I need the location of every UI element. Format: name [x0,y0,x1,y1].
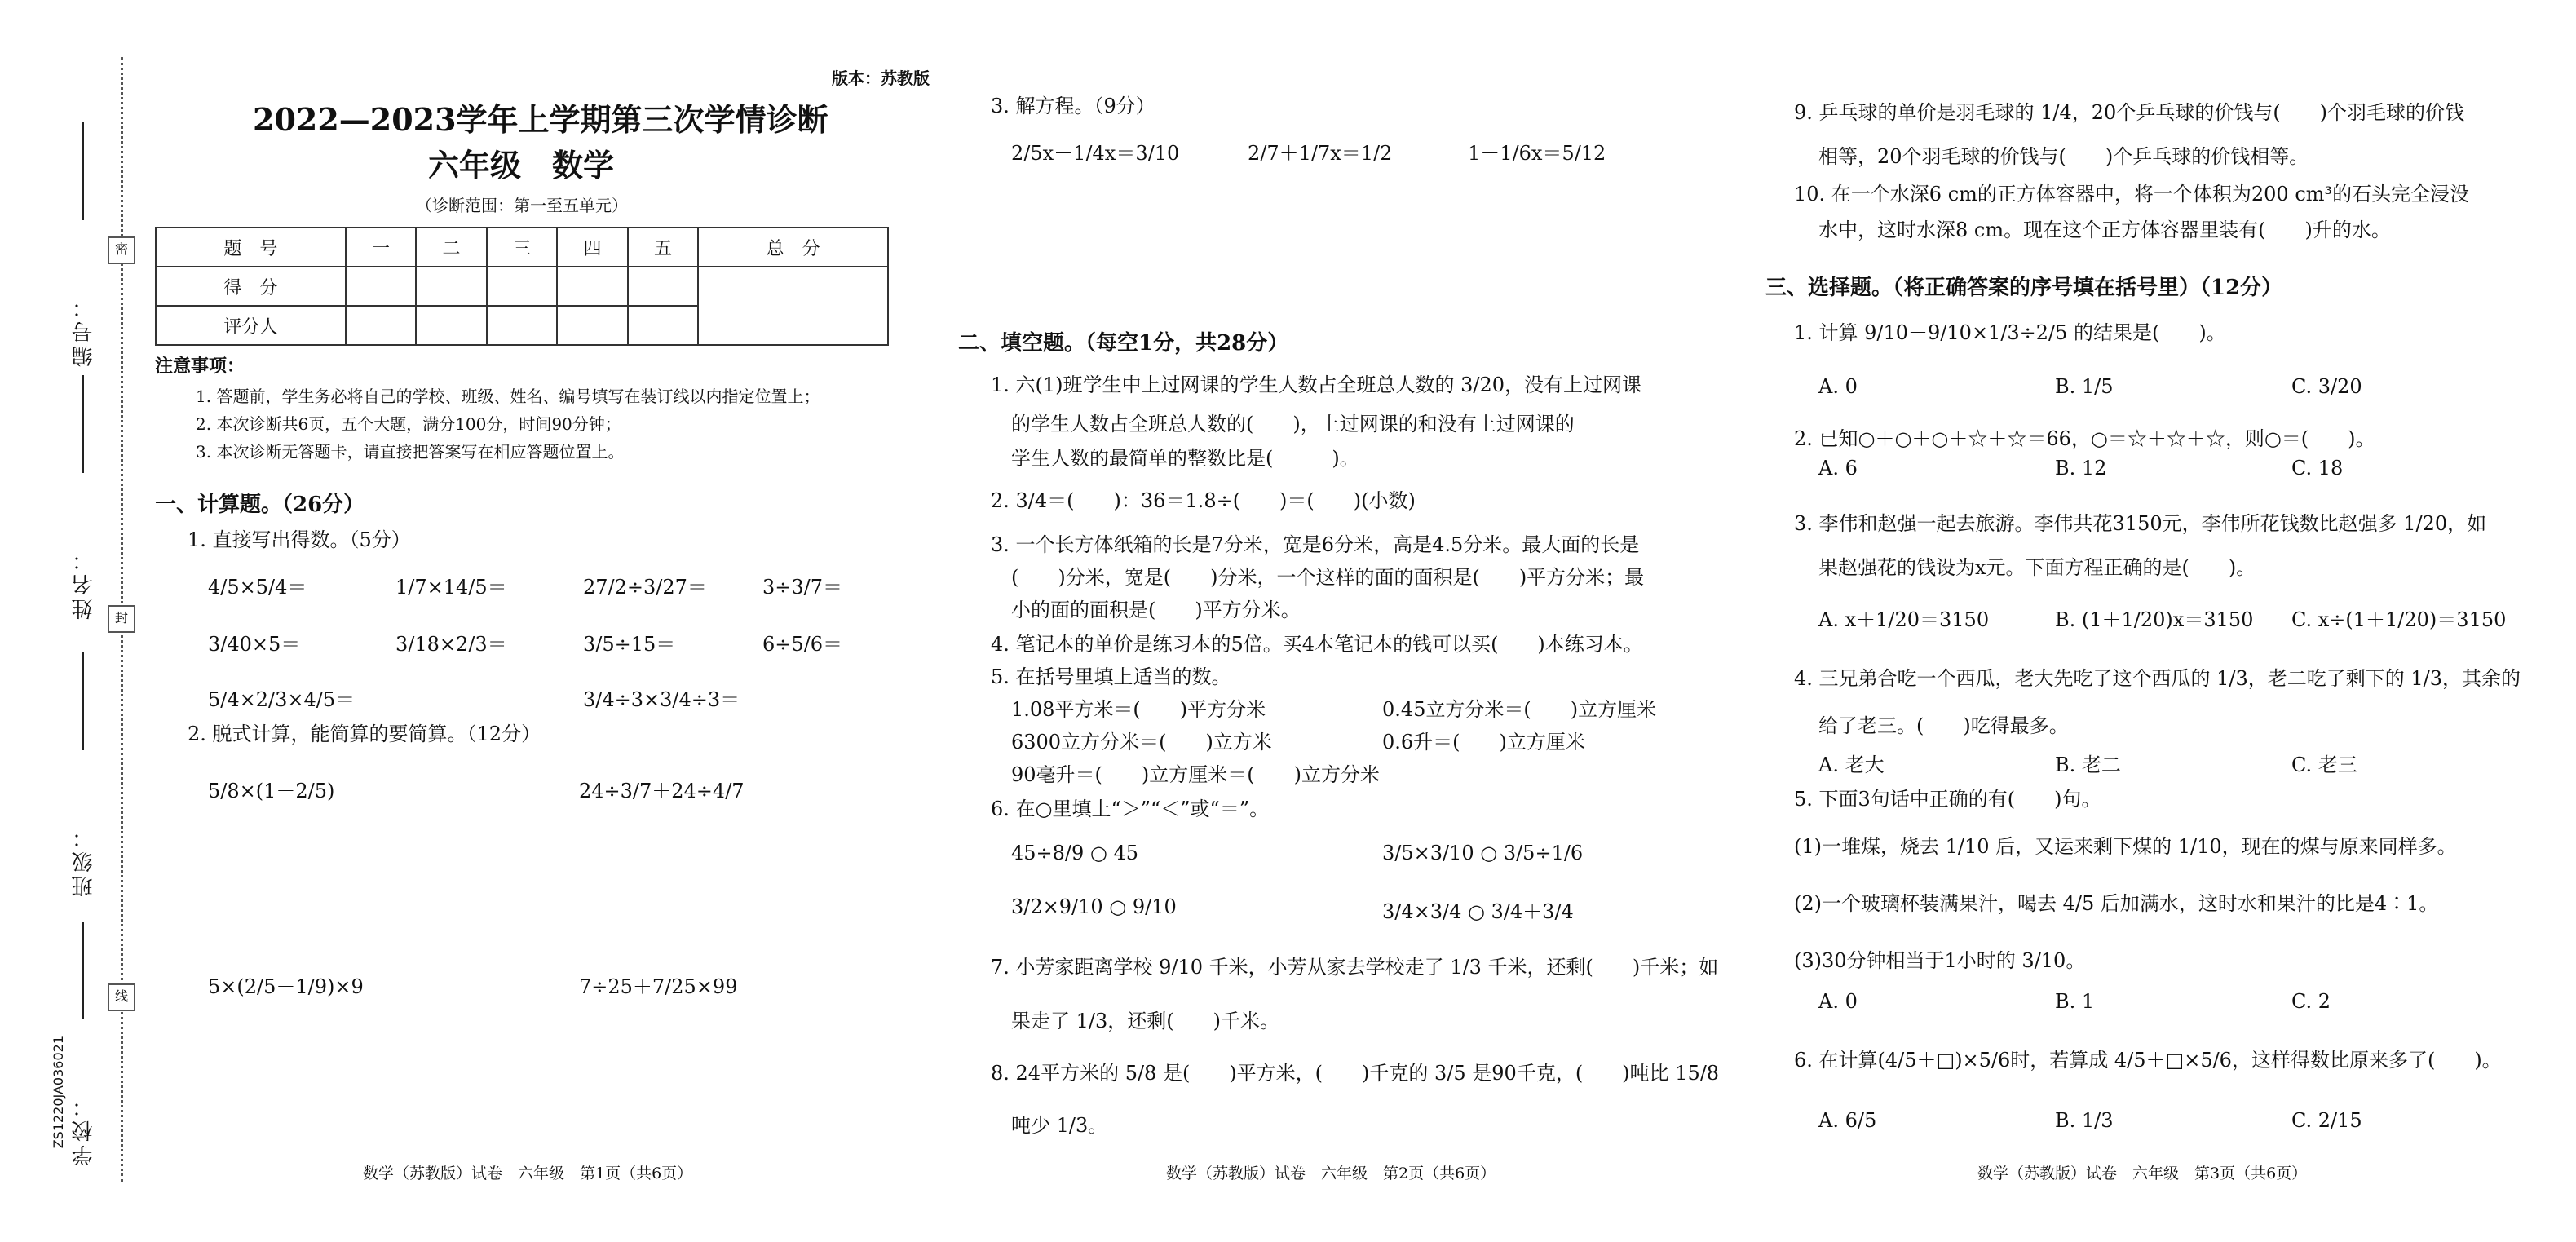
choice-option[interactable]: B. 1/5 [2055,375,2114,398]
fill-line: 3/5×3/10 ○ 3/5÷1/6 [1382,842,1584,864]
fill-line: 0.45立方分米＝( )立方厘米 [1382,698,1657,721]
calc-item: 3/4÷3×3/4÷3＝ [583,688,740,711]
total-score-cell[interactable] [698,267,888,345]
fill-line: 的学生人数占全班总人数的( )，上过网课的和没有上过网课的 [1011,413,1575,435]
choice-option[interactable]: B. 12 [2055,457,2107,480]
page-subtitle: 六年级 数学 [428,147,615,183]
choice-option[interactable]: B. 1 [2055,990,2095,1013]
question-2: 2. 脱式计算，能简算的要简算。（12分） [188,723,541,745]
choice-option[interactable]: A. 6/5 [1818,1109,1877,1132]
school-label: 学校： [72,1093,96,1166]
notes-title: 注意事项： [155,356,245,377]
choice-option[interactable]: A. 0 [1818,375,1858,398]
fill-line: 9. 乒乓球的单价是羽毛球的 1/4，20个乒乓球的价钱与( )个羽毛球的价钱 [1794,101,2465,124]
choice-option[interactable]: B. (1＋1/20)x＝3150 [2055,608,2254,631]
choice-statement: (3)30分钟相当于1小时的 3/10。 [1794,949,2086,972]
page-title: 2022—2023学年上学期第三次学情诊断 [253,101,828,138]
seal-mark: 密 [108,236,135,264]
score-cell[interactable] [628,306,698,345]
score-row-label: 评分人 [156,306,346,345]
calc-item: 3/5÷15＝ [583,633,676,656]
fill-line: 1. 六(1)班学生中上过网课的学生人数占全班总人数的 3/20，没有上过网课 [991,373,1642,396]
name-blank[interactable] [82,375,84,473]
fill-line: 2. 3/4＝( )：36＝1.8÷( )＝( )(小数) [991,489,1416,512]
seal-mark: 封 [108,605,135,633]
choice-option[interactable]: B. 老二 [2055,754,2121,776]
choice-question: 果赵强花的钱设为x元。下面方程正确的是( )。 [1818,556,2256,579]
choice-option[interactable]: C. 3/20 [2291,375,2362,398]
page-footer: 数学（苏教版）试卷 六年级 第1页（共6页） [363,1165,693,1182]
fill-line: 相等，20个羽毛球的价钱与( )个乒乓球的价钱相等。 [1818,145,2309,168]
fill-line: 小的面的面积是( )平方分米。 [1011,599,1301,621]
choice-statement: (2)一个玻璃杯装满果汁，喝去 4/5 后加满水，这时水和果汁的比是4∶1。 [1794,892,2439,915]
score-head: 三 [487,228,557,267]
equation: 2/7＋1/7x＝1/2 [1248,142,1393,165]
fill-line: 0.6升＝( )立方厘米 [1382,731,1585,754]
fill-line: 4. 笔记本的单价是练习本的5倍。买4本笔记本的钱可以买( )本练习本。 [991,633,1643,656]
score-head: 四 [557,228,627,267]
question-3: 3. 解方程。（9分） [991,95,1155,117]
calc-item: 7÷25＋7/25×99 [579,975,738,998]
fill-line: 10. 在一个水深6 cm的正方体容器中，将一个体积为200 cm³的石头完全浸没 [1794,183,2470,206]
equation: 1－1/6x＝5/12 [1468,142,1606,165]
number-label: 编号： [72,294,96,367]
edition: 版本：苏教版 [832,69,930,88]
choice-question: 1. 计算 9/10－9/10×1/3÷2/5 的结果是( )。 [1794,321,2226,344]
score-head: 总 分 [698,228,888,267]
score-head: 一 [346,228,416,267]
calc-item: 27/2÷3/27＝ [583,576,707,599]
question-1: 1. 直接写出得数。（5分） [188,528,411,551]
scope: （诊断范围：第一至五单元） [416,196,628,215]
choice-option[interactable]: A. x＋1/20＝3150 [1818,608,1990,631]
note-item: 1. 答题前，学生务必将自己的学校、班级、姓名、编号填写在装订线以内指定位置上； [196,387,820,406]
section-1-title: 一、计算题。（26分） [155,493,365,517]
fill-line: 90毫升＝( )立方厘米＝( )立方分米 [1011,763,1380,786]
choice-option[interactable]: B. 1/3 [2055,1109,2114,1132]
score-cell[interactable] [557,306,627,345]
choice-option[interactable]: A. 6 [1818,457,1858,480]
score-head: 二 [416,228,486,267]
score-cell[interactable] [416,306,486,345]
fill-line: 45÷8/9 ○ 45 [1011,842,1139,864]
score-table [155,227,889,346]
calc-item: 3÷3/7＝ [762,576,843,599]
fill-line: 水中，这时水深8 cm。现在这个正方体容器里装有( )升的水。 [1818,219,2391,241]
fill-line: 学生人数的最简单的整数比是( )。 [1011,447,1359,470]
score-cell[interactable] [628,267,698,306]
choice-option[interactable]: A. 老大 [1818,754,1885,776]
score-cell[interactable] [557,267,627,306]
fill-line: 6300立方分米＝( )立方米 [1011,731,1272,754]
fill-line: 5. 在括号里填上适当的数。 [991,665,1231,688]
calc-item: 5/4×2/3×4/5＝ [208,688,356,711]
choice-question: 6. 在计算(4/5＋□)×5/6时，若算成 4/5＋□×5/6，这样得数比原来多了( )。 [1794,1049,2502,1072]
choice-option[interactable]: C. 2 [2291,990,2331,1013]
page-footer: 数学（苏教版）试卷 六年级 第3页（共6页） [1977,1165,2308,1182]
fill-line: 吨少 1/3。 [1011,1114,1108,1137]
name-label: 姓名： [72,546,96,620]
calc-item: 4/5×5/4＝ [208,576,307,599]
fill-line: 8. 24平方米的 5/8 是( )平方米，( )千克的 3/5 是90千克，( )吨比 15/8 [991,1062,1720,1085]
choice-option[interactable]: C. 老三 [2291,754,2357,776]
calc-item: 5/8×(1－2/5) [208,780,335,802]
calc-item: 3/18×2/3＝ [395,633,507,656]
calc-item: 6÷5/6＝ [762,633,843,656]
score-cell[interactable] [487,267,557,306]
fill-line: 果走了 1/3，还剩( )千米。 [1011,1010,1279,1032]
fill-line: 3/4×3/4 ○ 3/4＋3/4 [1382,900,1574,923]
fill-line: 1.08平方米＝( )平方分米 [1011,698,1266,721]
score-cell[interactable] [416,267,486,306]
fill-line: 6. 在○里填上“＞”“＜”或“＝”。 [991,798,1270,820]
score-cell[interactable] [487,306,557,345]
class-label: 班级： [72,824,96,897]
paper-code: ZS1220JA036021 [51,1036,66,1149]
fill-line: 3/2×9/10 ○ 9/10 [1011,895,1177,918]
choice-question: 3. 李伟和赵强一起去旅游。李伟共花3150元，李伟所花钱数比赵强多 1/20，如 [1794,512,2487,535]
page-footer: 数学（苏教版）试卷 六年级 第2页（共6页） [1166,1165,1496,1182]
section-2-title: 二、填空题。（每空1分，共28分） [958,331,1289,356]
note-item: 2. 本次诊断共6页，五个大题，满分100分，时间90分钟； [196,414,621,434]
choice-question: 2. 已知○＋○＋○＋☆＋☆＝66，○＝☆＋☆＋☆，则○＝( )。 [1794,427,2375,450]
section-3-title: 三、选择题。（将正确答案的序号填在括号里）（12分） [1765,276,2283,300]
equation: 2/5x－1/4x＝3/10 [1011,142,1180,165]
score-cell[interactable] [346,306,416,345]
fill-line: 7. 小芳家距离学校 9/10 千米，小芳从家去学校走了 1/3 千米，还剩( )千米；如 [991,956,1719,979]
choice-option[interactable]: C. 18 [2291,457,2344,480]
number-blank[interactable] [82,122,84,220]
calc-item: 24÷3/7＋24÷4/7 [579,780,745,802]
choice-option[interactable]: A. 0 [1818,990,1858,1013]
fill-line: 3. 一个长方体纸箱的长是7分米，宽是6分米，高是4.5分米。最大面的长是 [991,533,1640,556]
score-row-label: 得 分 [156,267,346,306]
score-cell[interactable] [346,267,416,306]
choice-option[interactable]: C. 2/15 [2291,1109,2362,1132]
class-blank[interactable] [82,652,84,750]
choice-question: 给了老三。( )吃得最多。 [1818,714,2069,737]
calc-item: 5×(2/5－1/9)×9 [208,975,364,998]
choice-option[interactable]: C. x÷(1＋1/20)＝3150 [2291,608,2507,631]
note-item: 3. 本次诊断无答题卡，请直接把答案写在相应答题位置上。 [196,442,625,462]
calc-item: 3/40×5＝ [208,633,301,656]
score-head: 五 [628,228,698,267]
choice-statement: (1)一堆煤，烧去 1/10 后，又运来剩下煤的 1/10，现在的煤与原来同样多。 [1794,835,2457,858]
seal-mark: 线 [108,983,135,1011]
school-blank[interactable] [82,922,84,1019]
choice-question: 5. 下面3句话中正确的有( )句。 [1794,788,2101,811]
fill-line: ( )分米，宽是( )分米，一个这样的面的面积是( )平方分米；最 [1011,566,1645,589]
score-head: 题 号 [156,228,346,267]
calc-item: 1/7×14/5＝ [395,576,507,599]
choice-question: 4. 三兄弟合吃一个西瓜，老大先吃了这个西瓜的 1/3，老二吃了剩下的 1/3，其余的 [1794,667,2521,690]
